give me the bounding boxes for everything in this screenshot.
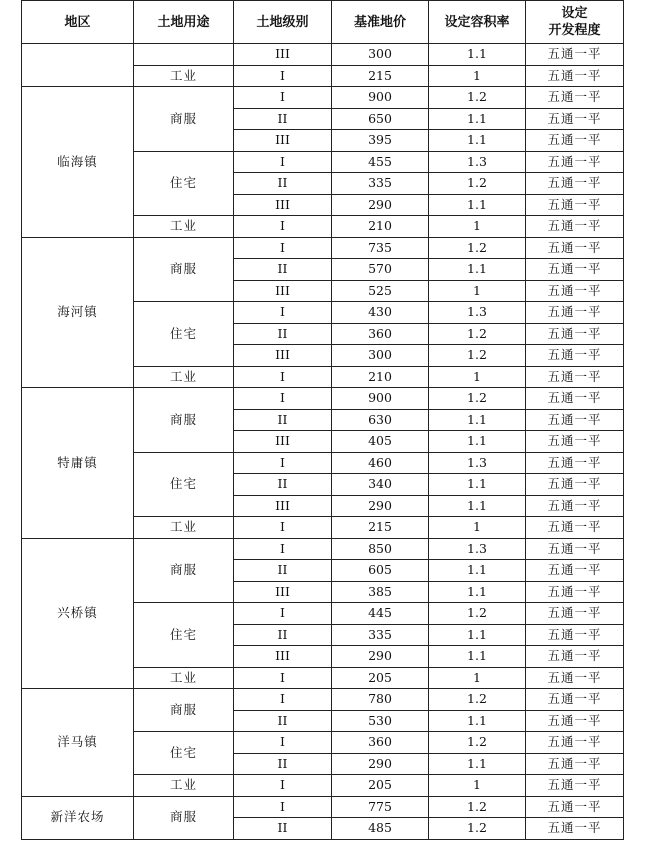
dev-cell: 五通一平 [526, 87, 624, 109]
level-cell: III [234, 44, 332, 66]
level-cell: II [234, 474, 332, 496]
far-cell: 1 [429, 517, 526, 539]
level-cell: II [234, 560, 332, 582]
dev-cell: 五通一平 [526, 194, 624, 216]
level-cell: I [234, 732, 332, 754]
far-cell: 1.2 [429, 818, 526, 840]
table-row [22, 689, 624, 711]
level-cell: III [234, 345, 332, 367]
price-cell: 335 [332, 624, 429, 646]
far-cell: 1.1 [429, 474, 526, 496]
price-cell: 300 [332, 44, 429, 66]
dev-cell: 五通一平 [526, 173, 624, 195]
use-cell: 住宅 [134, 151, 234, 216]
header-region: 地区 [22, 1, 134, 44]
use-cell: 住宅 [134, 603, 234, 668]
level-cell: I [234, 388, 332, 410]
level-cell: III [234, 280, 332, 302]
price-cell: 900 [332, 388, 429, 410]
level-cell: II [234, 753, 332, 775]
dev-cell: 五通一平 [526, 130, 624, 152]
far-cell: 1.1 [429, 581, 526, 603]
far-cell: 1.2 [429, 323, 526, 345]
far-cell: 1.2 [429, 173, 526, 195]
header-base-price: 基准地价 [332, 1, 429, 44]
far-cell: 1.1 [429, 495, 526, 517]
table-row [22, 44, 624, 66]
price-cell: 650 [332, 108, 429, 130]
far-cell: 1.1 [429, 431, 526, 453]
price-cell: 215 [332, 65, 429, 87]
price-cell: 290 [332, 646, 429, 668]
use-cell: 商服 [134, 87, 234, 152]
dev-cell: 五通一平 [526, 474, 624, 496]
far-cell: 1.3 [429, 151, 526, 173]
region-cell: 新洋农场 [22, 796, 134, 839]
dev-cell: 五通一平 [526, 517, 624, 539]
level-cell: I [234, 237, 332, 259]
price-cell: 385 [332, 581, 429, 603]
price-cell: 290 [332, 753, 429, 775]
price-cell: 210 [332, 216, 429, 238]
level-cell: I [234, 689, 332, 711]
price-cell: 445 [332, 603, 429, 625]
level-cell: I [234, 452, 332, 474]
dev-cell: 五通一平 [526, 151, 624, 173]
price-cell: 525 [332, 280, 429, 302]
price-cell: 735 [332, 237, 429, 259]
far-cell: 1.2 [429, 732, 526, 754]
price-cell: 205 [332, 775, 429, 797]
header-development-degree [526, 1, 624, 44]
dev-cell: 五通一平 [526, 796, 624, 818]
level-cell: II [234, 323, 332, 345]
region-cell: 特庸镇 [22, 388, 134, 539]
use-cell: 商服 [134, 796, 234, 839]
far-cell: 1.2 [429, 689, 526, 711]
far-cell: 1 [429, 65, 526, 87]
dev-cell: 五通一平 [526, 603, 624, 625]
header-dev-line1: 设定 [561, 6, 588, 21]
far-cell: 1 [429, 775, 526, 797]
level-cell: II [234, 818, 332, 840]
use-cell: 商服 [134, 388, 234, 453]
far-cell: 1.2 [429, 87, 526, 109]
use-cell: 工业 [134, 65, 234, 87]
far-cell: 1.2 [429, 345, 526, 367]
dev-cell: 五通一平 [526, 259, 624, 281]
dev-cell: 五通一平 [526, 538, 624, 560]
dev-cell: 五通一平 [526, 44, 624, 66]
use-cell: 住宅 [134, 732, 234, 775]
dev-cell: 五通一平 [526, 323, 624, 345]
price-cell: 290 [332, 194, 429, 216]
level-cell: I [234, 775, 332, 797]
region-cell: 洋马镇 [22, 689, 134, 797]
dev-cell: 五通一平 [526, 302, 624, 324]
dev-cell: 五通一平 [526, 624, 624, 646]
level-cell: III [234, 130, 332, 152]
far-cell: 1.2 [429, 237, 526, 259]
level-cell: I [234, 538, 332, 560]
land-price-table [21, 0, 624, 840]
use-cell: 住宅 [134, 302, 234, 367]
use-cell: 工业 [134, 667, 234, 689]
header-land-use: 土地用途 [134, 1, 234, 44]
dev-cell: 五通一平 [526, 452, 624, 474]
level-cell: I [234, 216, 332, 238]
table-row [22, 796, 624, 818]
dev-cell: 五通一平 [526, 431, 624, 453]
dev-cell: 五通一平 [526, 560, 624, 582]
far-cell: 1.3 [429, 302, 526, 324]
dev-cell: 五通一平 [526, 216, 624, 238]
dev-cell: 五通一平 [526, 388, 624, 410]
far-cell: 1.1 [429, 560, 526, 582]
level-cell: I [234, 302, 332, 324]
level-cell: I [234, 796, 332, 818]
level-cell: I [234, 151, 332, 173]
price-cell: 455 [332, 151, 429, 173]
level-cell: I [234, 65, 332, 87]
far-cell: 1.1 [429, 646, 526, 668]
level-cell: II [234, 108, 332, 130]
level-cell: III [234, 495, 332, 517]
level-cell: III [234, 646, 332, 668]
table-row [22, 237, 624, 259]
price-cell: 850 [332, 538, 429, 560]
price-cell: 780 [332, 689, 429, 711]
table-body [22, 44, 624, 840]
dev-cell: 五通一平 [526, 775, 624, 797]
far-cell: 1.1 [429, 710, 526, 732]
level-cell: I [234, 603, 332, 625]
use-cell: 工业 [134, 775, 234, 797]
use-cell: 商服 [134, 237, 234, 302]
dev-cell: 五通一平 [526, 237, 624, 259]
price-cell: 900 [332, 87, 429, 109]
far-cell: 1.2 [429, 796, 526, 818]
dev-cell: 五通一平 [526, 689, 624, 711]
far-cell: 1.2 [429, 603, 526, 625]
price-cell: 570 [332, 259, 429, 281]
price-cell: 360 [332, 732, 429, 754]
price-cell: 530 [332, 710, 429, 732]
far-cell: 1.1 [429, 259, 526, 281]
use-cell [134, 44, 234, 66]
far-cell: 1.1 [429, 624, 526, 646]
price-cell: 215 [332, 517, 429, 539]
table-row [22, 538, 624, 560]
dev-cell: 五通一平 [526, 710, 624, 732]
far-cell: 1.3 [429, 452, 526, 474]
header-dev-line2: 开发程度 [548, 23, 601, 38]
price-cell: 335 [332, 173, 429, 195]
far-cell: 1.1 [429, 108, 526, 130]
dev-cell: 五通一平 [526, 818, 624, 840]
region-cell: 兴桥镇 [22, 538, 134, 689]
far-cell: 1.2 [429, 388, 526, 410]
price-cell: 430 [332, 302, 429, 324]
level-cell: III [234, 194, 332, 216]
level-cell: II [234, 259, 332, 281]
far-cell: 1.1 [429, 753, 526, 775]
far-cell: 1.1 [429, 44, 526, 66]
price-cell: 290 [332, 495, 429, 517]
dev-cell: 五通一平 [526, 65, 624, 87]
level-cell: III [234, 431, 332, 453]
price-cell: 340 [332, 474, 429, 496]
dev-cell: 五通一平 [526, 495, 624, 517]
level-cell: II [234, 710, 332, 732]
dev-cell: 五通一平 [526, 646, 624, 668]
use-cell: 工业 [134, 216, 234, 238]
level-cell: I [234, 87, 332, 109]
far-cell: 1 [429, 216, 526, 238]
price-cell: 775 [332, 796, 429, 818]
price-cell: 605 [332, 560, 429, 582]
far-cell: 1.3 [429, 538, 526, 560]
price-cell: 485 [332, 818, 429, 840]
header-land-level: 土地级别 [234, 1, 332, 44]
far-cell: 1 [429, 667, 526, 689]
region-cell: 海河镇 [22, 237, 134, 388]
price-cell: 210 [332, 366, 429, 388]
dev-cell: 五通一平 [526, 667, 624, 689]
region-cell: 临海镇 [22, 87, 134, 238]
far-cell: 1 [429, 366, 526, 388]
far-cell: 1 [429, 280, 526, 302]
dev-cell: 五通一平 [526, 409, 624, 431]
level-cell: II [234, 409, 332, 431]
price-cell: 300 [332, 345, 429, 367]
header-row [22, 1, 624, 44]
dev-cell: 五通一平 [526, 732, 624, 754]
far-cell: 1.1 [429, 194, 526, 216]
use-cell: 工业 [134, 366, 234, 388]
far-cell: 1.1 [429, 409, 526, 431]
price-cell: 630 [332, 409, 429, 431]
dev-cell: 五通一平 [526, 581, 624, 603]
table-row [22, 388, 624, 410]
level-cell: I [234, 366, 332, 388]
level-cell: II [234, 173, 332, 195]
region-cell [22, 44, 134, 87]
price-cell: 405 [332, 431, 429, 453]
table-row [22, 87, 624, 109]
dev-cell: 五通一平 [526, 753, 624, 775]
use-cell: 住宅 [134, 452, 234, 517]
header-floor-area-ratio: 设定容积率 [429, 1, 526, 44]
far-cell: 1.1 [429, 130, 526, 152]
level-cell: I [234, 517, 332, 539]
use-cell: 商服 [134, 538, 234, 603]
use-cell: 工业 [134, 517, 234, 539]
price-cell: 395 [332, 130, 429, 152]
dev-cell: 五通一平 [526, 345, 624, 367]
dev-cell: 五通一平 [526, 280, 624, 302]
use-cell: 商服 [134, 689, 234, 732]
level-cell: III [234, 581, 332, 603]
level-cell: II [234, 624, 332, 646]
level-cell: I [234, 667, 332, 689]
price-cell: 460 [332, 452, 429, 474]
price-cell: 360 [332, 323, 429, 345]
dev-cell: 五通一平 [526, 108, 624, 130]
price-cell: 205 [332, 667, 429, 689]
dev-cell: 五通一平 [526, 366, 624, 388]
